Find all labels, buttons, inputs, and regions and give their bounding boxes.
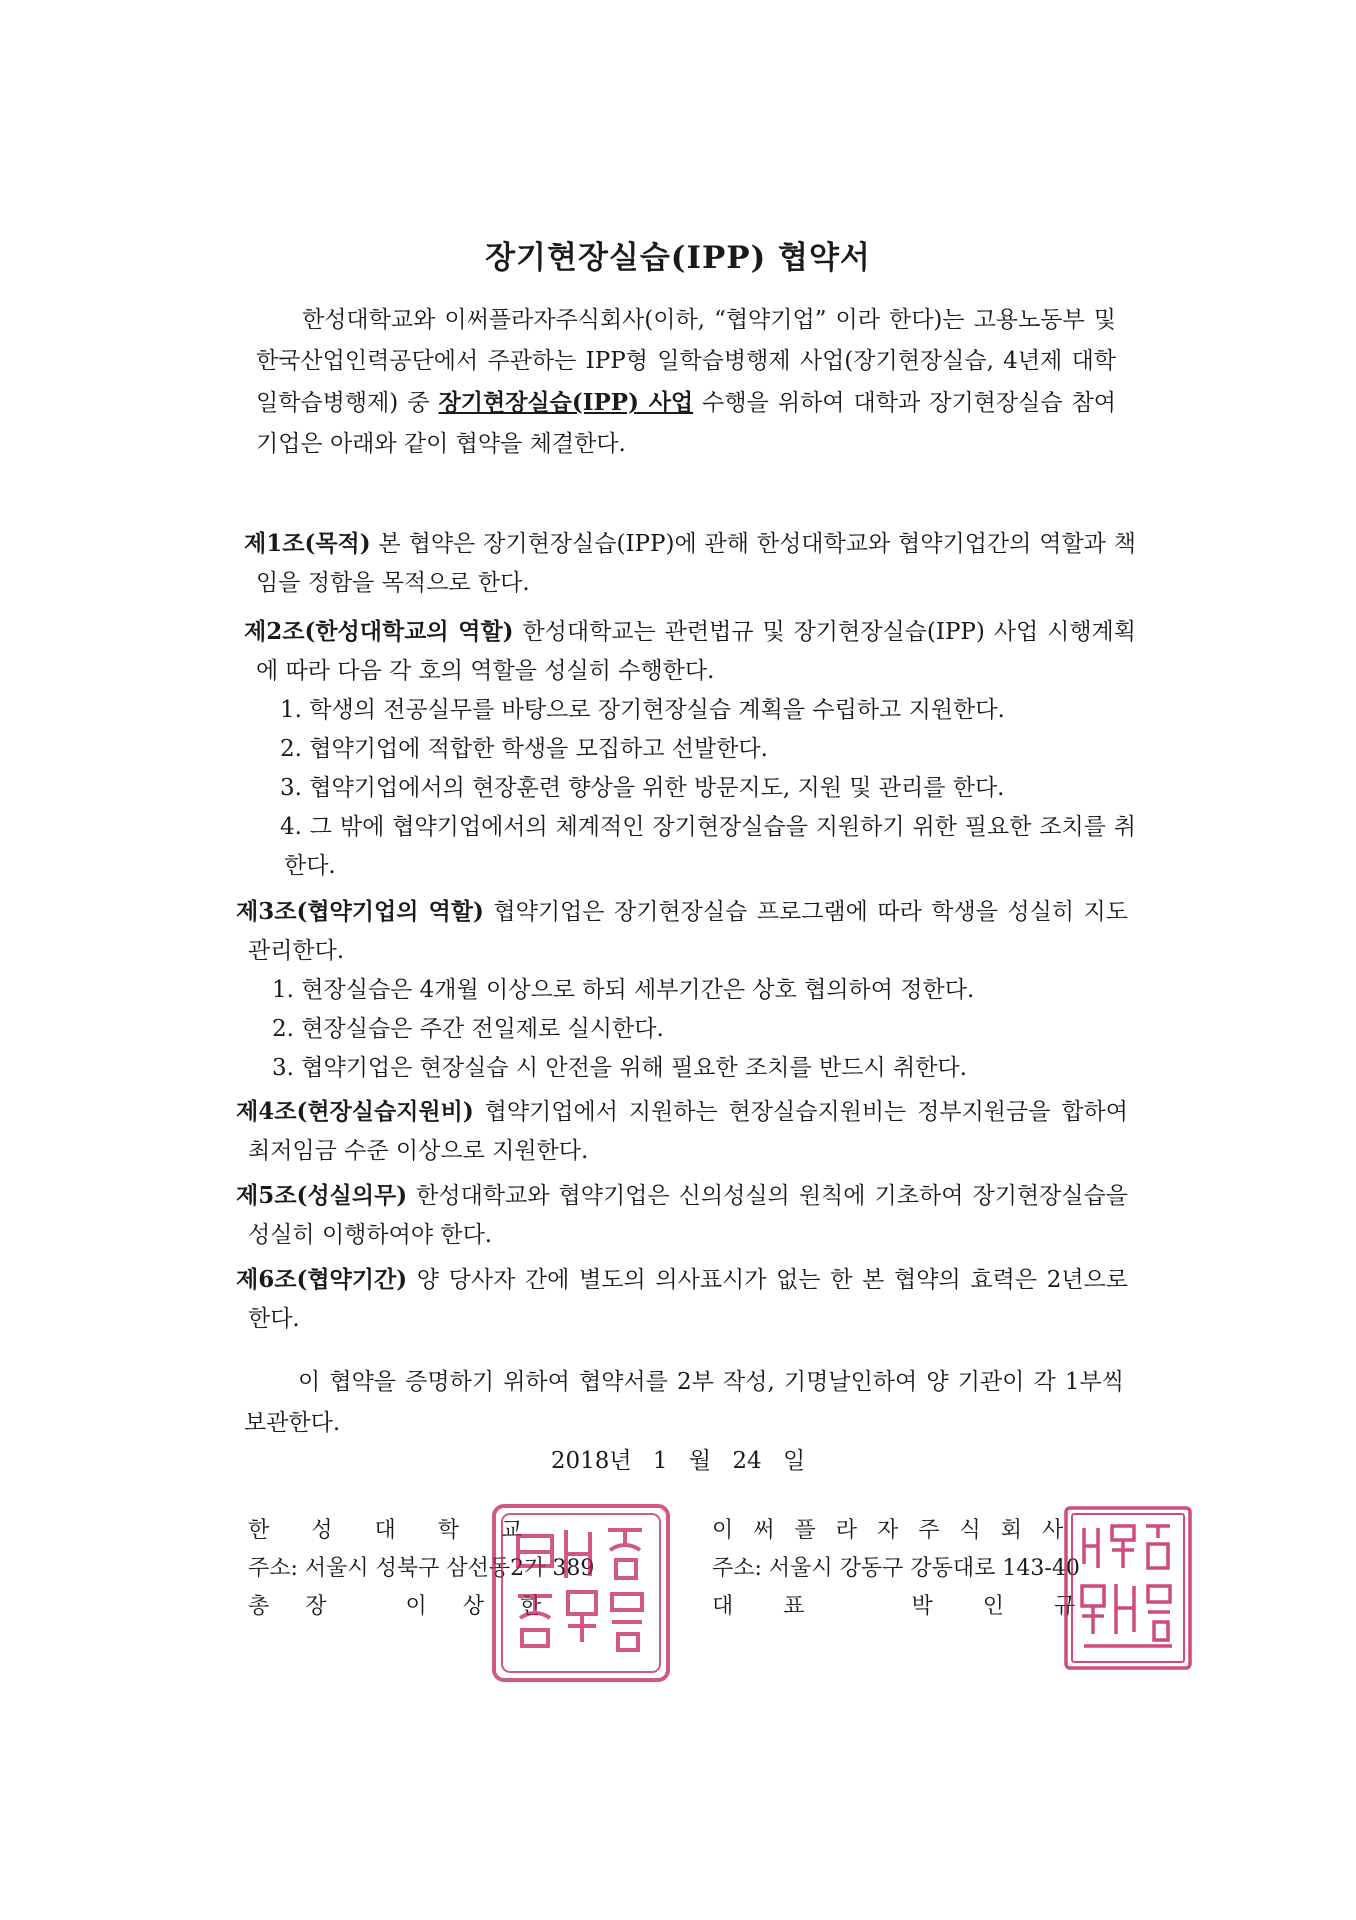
article-3-items bbox=[248, 971, 1128, 1088]
article-1-body: 본 협약은 장기현장실습(IPP)에 관해 한성대학교와 협약기업간의 역할과 책임을 정함을 목적으로 한다. bbox=[256, 531, 1136, 596]
article-2-item: 3. 협약기업에서의 현장훈련 향상을 위한 방문지도, 지원 및 관리를 한다. bbox=[280, 775, 1005, 801]
party-right-representative: 대표 박인규 bbox=[712, 1594, 1126, 1619]
article-5-heading: 제5조(성실의무) bbox=[236, 1182, 408, 1209]
company-seal-icon bbox=[1062, 1504, 1194, 1672]
party-right-name: 이써플라자주식회사 bbox=[712, 1518, 1084, 1543]
article-2-body: 한성대학교는 관련법규 및 장기현장실습(IPP) 사업 시행계획에 따라 다음 각 호의 역할을 성실히 수행한다. bbox=[256, 619, 1136, 684]
article-4-body: 협약기업에서 지원하는 현장실습지원비는 정부지원금을 합하여 최저임금 수준 이상으로 지원한다. bbox=[248, 1099, 1128, 1164]
party-left-representative: 총장 이상한 bbox=[248, 1594, 578, 1619]
intro-suffix: 수행을 위하여 대학과 장기현장실습 참여 기업은 아래와 같이 협약을 체결한다. bbox=[256, 390, 1117, 457]
university-seal-icon bbox=[488, 1500, 674, 1686]
article-5-body: 한성대학교와 협약기업은 신의성실의 원칙에 기초하여 장기현장실습을 성실히 이행하여야 한다. bbox=[248, 1183, 1128, 1248]
article-3-heading: 제3조(협약기업의 역할) bbox=[236, 898, 484, 925]
article-4 bbox=[236, 1092, 1128, 1171]
article-5 bbox=[236, 1176, 1128, 1255]
article-6 bbox=[236, 1260, 1128, 1339]
party-right-address: 주소: 서울시 강동구 강동대로 143-40 bbox=[712, 1556, 1080, 1581]
article-6-heading: 제6조(협약기간) bbox=[236, 1266, 408, 1293]
article-2-item: 2. 협약기업에 적합한 학생을 모집하고 선발한다. bbox=[280, 736, 768, 762]
article-2 bbox=[244, 612, 1136, 886]
article-3-item: 2. 현장실습은 주간 전일제로 실시한다. bbox=[272, 1016, 664, 1042]
closing-paragraph: 이 협약을 증명하기 위하여 협약서를 2부 작성, 기명날인하여 양 기관이 각 1부씩 보관한다. bbox=[244, 1369, 1124, 1436]
article-1 bbox=[244, 524, 1136, 603]
article-6-body: 양 당사자 간에 별도의 의사표시가 없는 한 본 협약의 효력은 2년으로 한다. bbox=[248, 1267, 1128, 1332]
document-title: 장기현장실습(IPP) 협약서 bbox=[485, 240, 871, 276]
intro-emphasis: 장기현장실습(IPP) 사업 bbox=[438, 389, 694, 416]
article-1-heading: 제1조(목적) bbox=[244, 530, 371, 557]
intro-paragraph bbox=[256, 300, 1116, 465]
party-left-address: 주소: 서울시 성북구 삼선동2가 389 bbox=[248, 1556, 595, 1581]
article-4-heading: 제4조(현장실습지원비) bbox=[236, 1098, 474, 1125]
article-2-items bbox=[256, 691, 1136, 886]
party-left-name: 한성대학교 bbox=[248, 1518, 565, 1543]
article-3-body: 협약기업은 장기현장실습 프로그램에 따라 학생을 성실히 지도 관리한다. bbox=[248, 899, 1128, 964]
article-3-item: 1. 현장실습은 4개월 이상으로 하되 세부기간은 상호 협의하여 정한다. bbox=[272, 977, 975, 1003]
intro-prefix: 한성대학교와 이써플라자주식회사(이하, “협약기업” 이라 한다)는 고용노동부 및 한국산업인력공단에서 주관하는 IPP형 일학습병행제 사업(장기현장실습, 4년제 대학 일학습병행제) 중 bbox=[256, 307, 1116, 416]
article-3 bbox=[236, 892, 1128, 1088]
article-2-item: 1. 학생의 전공실무를 바탕으로 장기현장실습 계획을 수립하고 지원한다. bbox=[280, 697, 1005, 723]
article-3-item: 3. 협약기업은 현장실습 시 안전을 위해 필요한 조치를 반드시 취한다. bbox=[272, 1055, 967, 1081]
agreement-date: 2018년 1 월 24 일 bbox=[550, 1448, 806, 1474]
article-2-heading: 제2조(한성대학교의 역할) bbox=[244, 618, 514, 645]
article-2-item: 4. 그 밖에 협약기업에서의 체계적인 장기현장실습을 지원하기 위한 필요한 조치를 취한다. bbox=[280, 814, 1136, 879]
